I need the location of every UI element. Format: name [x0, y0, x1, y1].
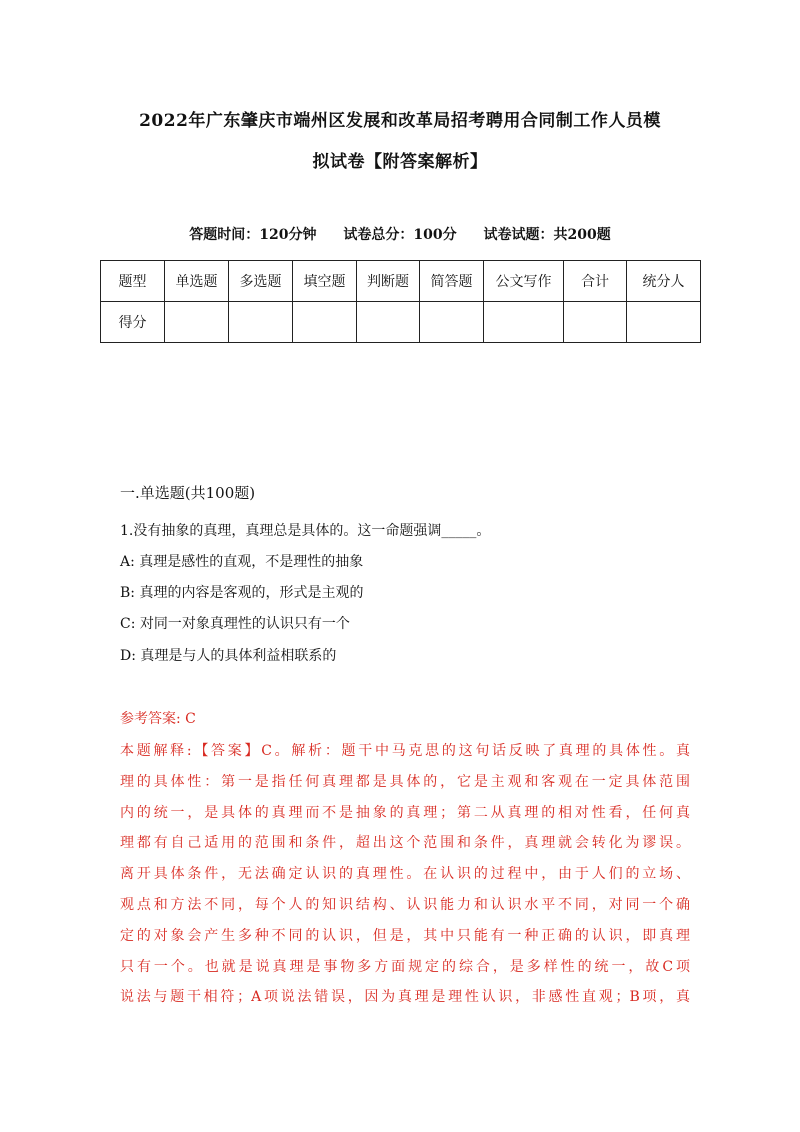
- header-cell-short-answer: 简答题: [420, 261, 484, 302]
- explanation-line: 只有一个。也就是说真理是事物多方面规定的综合，是多样性的统一，故C项: [120, 958, 690, 975]
- explanation-line: 定的对象会产生多种不同的认识，但是，其中只能有一种正确的认识，即真理: [120, 927, 690, 944]
- reference-answer: 参考答案: C: [120, 711, 196, 727]
- score-cell: [165, 302, 229, 343]
- explanation-line: 内的统一，是具体的真理而不是抽象的真理；第二从真理的相对性看，任何真: [120, 804, 690, 821]
- score-cell: [484, 302, 564, 343]
- header-cell-type: 题型: [101, 261, 165, 302]
- header-cell-fill-blank: 填空题: [293, 261, 357, 302]
- explanation-line: 离开具体条件，无法确定认识的真理性。在认识的过程中，由于人们的立场、: [120, 866, 690, 883]
- explanation-line: 说法与题干相符；A项说法错误，因为真理是理性认识，非感性直观；B项，真: [120, 989, 690, 1006]
- header-cell-single-choice: 单选题: [165, 261, 229, 302]
- header-cell-document-writing: 公文写作: [484, 261, 564, 302]
- header-cell-true-false: 判断题: [357, 261, 420, 302]
- page-title-line-1: 2022年广东肇庆市端州区发展和改革局招考聘用合同制工作人员模: [139, 111, 661, 131]
- score-cell: [229, 302, 293, 343]
- exam-time: 答题时间：120分钟: [189, 227, 317, 243]
- exam-total-score: 试卷总分：100分: [343, 227, 457, 243]
- option-b: B: 真理的内容是客观的，形式是主观的: [120, 585, 364, 601]
- score-cell: [357, 302, 420, 343]
- option-c: C: 对同一对象真理性的认识只有一个: [120, 616, 350, 632]
- header-cell-grader: 统分人: [627, 261, 701, 302]
- score-table: [100, 260, 701, 343]
- exam-info: [0, 224, 800, 244]
- page-title-line-2: 拟试卷【附答案解析】: [312, 152, 488, 172]
- option-a: A: 真理是感性的直观，不是理性的抽象: [120, 554, 364, 570]
- header-cell-total: 合计: [564, 261, 627, 302]
- section-heading: 一.单选题(共100题): [120, 484, 256, 502]
- score-table-header-row: [101, 261, 701, 302]
- exam-total-questions: 试卷试题：共200题: [483, 227, 611, 243]
- explanation-line: 理的具体性：第一是指任何真理都是具体的，它是主观和客观在一定具体范围: [120, 773, 690, 790]
- option-d: D: 真理是与人的具体利益相联系的: [120, 648, 337, 664]
- score-row-label: 得分: [101, 302, 165, 343]
- explanation-line: 观点和方法不同，每个人的知识结构、认识能力和认识水平不同，对同一个确: [120, 896, 690, 913]
- header-cell-multiple-choice: 多选题: [229, 261, 293, 302]
- question-stem: 1.没有抽象的真理，真理总是具体的。这一命题强调_____。: [120, 523, 491, 539]
- score-cell: [293, 302, 357, 343]
- score-table-score-row: [101, 302, 701, 343]
- explanation-line: 本题解释:【答案】C。解析：题干中马克思的这句话反映了真理的具体性。真: [120, 743, 690, 759]
- answer-explanation: [120, 736, 690, 1013]
- score-cell: [420, 302, 484, 343]
- score-cell: [627, 302, 701, 343]
- score-cell: [564, 302, 627, 343]
- explanation-line: 理都有自己适用的范围和条件，超出这个范围和条件，真理就会转化为谬误。: [120, 835, 690, 852]
